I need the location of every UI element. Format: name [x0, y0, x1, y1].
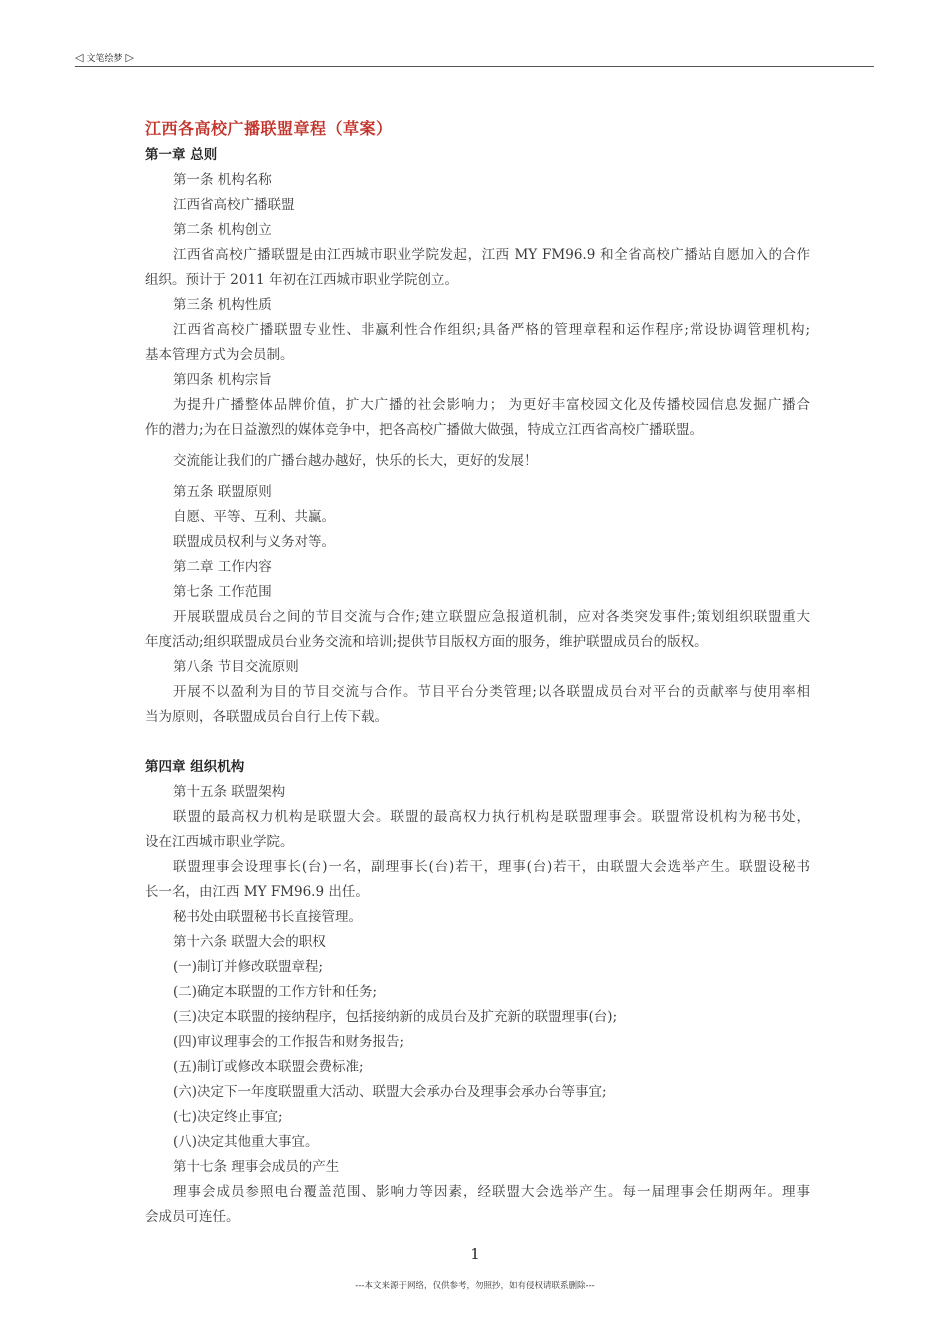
header-rule	[75, 66, 874, 67]
paragraph-line: 当为原则，各联盟成员台自行上传下载。	[145, 709, 388, 725]
article-heading: 第四条 机构宗旨	[173, 372, 272, 388]
paragraph-line: 为提升广播整体品牌价值，扩大广播的社会影响力； 为更好丰富校园文化及传播校园信息发掘广播合	[173, 397, 810, 413]
paragraph-line: 江西省高校广播联盟专业性、非赢利性合作组织;具备严格的管理章程和运作程序;常设协调管理机构;	[173, 322, 810, 338]
doc-title: 江西各高校广播联盟章程（草案）	[145, 119, 393, 138]
page-number: 1	[470, 1245, 480, 1263]
article-heading: 第五条 联盟原则	[173, 484, 272, 500]
article-heading: 第一条 机构名称	[173, 172, 272, 188]
paragraph-line: 会成员可连任。	[145, 1209, 240, 1225]
article-heading: 第三条 机构性质	[173, 297, 272, 313]
paragraph-line: 江西省高校广播联盟	[173, 197, 295, 213]
paragraph-line: 联盟理事会设理事长(台)一名，副理事长(台)若干，理事(台)若干，由联盟大会选举产生。联盟设秘书	[173, 859, 810, 875]
document-body	[145, 118, 810, 1230]
paragraph-line: 自愿、平等、互利、共赢。	[173, 509, 335, 525]
paragraph-line: 组织。预计于 2011 年初在江西城市职业学院创立。	[145, 272, 458, 288]
paragraph-line: 长一名，由江西 MY FM96.9 出任。	[145, 884, 369, 900]
paragraph-line: 秘书处由联盟秘书长直接管理。	[173, 909, 362, 925]
paragraph-line: 年度活动;组织联盟成员台业务交流和培训;提供节目版权方面的服务，维护联盟成员台的版权。	[145, 634, 708, 650]
paragraph-line: 设在江西城市职业学院。	[145, 834, 294, 850]
list-item: (四)审议理事会的工作报告和财务报告;	[173, 1034, 405, 1050]
paragraph-line: 交流能让我们的广播台越办越好，快乐的长大，更好的发展！	[173, 453, 538, 469]
paragraph-line: 基本管理方式为会员制。	[145, 347, 294, 363]
chapter-line: 第二章 工作内容	[173, 559, 272, 575]
list-item: (三)决定本联盟的接纳程序，包括接纳新的成员台及扩充新的联盟理事(台);	[173, 1009, 618, 1025]
brand-label: 文笔绘梦	[86, 53, 123, 64]
article-heading: 第七条 工作范围	[173, 584, 272, 600]
chapter-heading: 第一章 总则	[145, 147, 218, 163]
article-heading: 第二条 机构创立	[173, 222, 272, 238]
footer-note: ---本文来源于网络，仅供参考，勿照抄，如有侵权请联系删除---	[355, 1281, 595, 1291]
list-item: (六)决定下一年度联盟重大活动、联盟大会承办台及理事会承办台等事宜;	[173, 1084, 607, 1100]
chapter-heading: 第四章 组织机构	[145, 759, 245, 775]
list-item: (七)决定终止事宜;	[173, 1109, 283, 1125]
article-heading: 第十七条 理事会成员的产生	[173, 1159, 340, 1175]
paragraph-line: 理事会成员参照电台覆盖范围、影响力等因素，经联盟大会选举产生。每一届理事会任期两年。理事	[173, 1184, 810, 1200]
article-heading: 第八条 节目交流原则	[173, 659, 299, 675]
doc-header	[75, 49, 134, 65]
list-item: (一)制订并修改联盟章程;	[173, 959, 324, 975]
paragraph-line: 联盟成员权利与义务对等。	[173, 534, 335, 550]
paragraph-line: 开展联盟成员台之间的节目交流与合作;建立联盟应急报道机制，应对各类突发事件;策划组织联盟重大	[173, 609, 810, 625]
article-heading: 第十五条 联盟架构	[173, 784, 286, 800]
article-heading: 第十六条 联盟大会的职权	[173, 934, 326, 950]
list-item: (八)决定其他重大事宜。	[173, 1134, 319, 1150]
paragraph-line: 联盟的最高权力机构是联盟大会。联盟的最高权力执行机构是联盟理事会。联盟常设机构为秘书处，	[173, 809, 810, 825]
list-item: (五)制订或修改本联盟会费标准;	[173, 1059, 364, 1075]
right-arrow-icon: ▷	[125, 50, 134, 64]
paragraph-line: 作的潜力;为在日益激烈的媒体竞争中，把各高校广播做大做强，特成立江西省高校广播联盟。	[145, 422, 704, 438]
left-arrow-icon: ◁	[75, 50, 84, 64]
list-item: (二)确定本联盟的工作方针和任务;	[173, 984, 378, 1000]
paragraph-line: 开展不以盈利为目的节目交流与合作。节目平台分类管理;以各联盟成员台对平台的贡献率与使用率相	[173, 684, 810, 700]
paragraph-line: 江西省高校广播联盟是由江西城市职业学院发起，江西 MY FM96.9 和全省高校广播站自愿加入的合作	[173, 247, 810, 263]
